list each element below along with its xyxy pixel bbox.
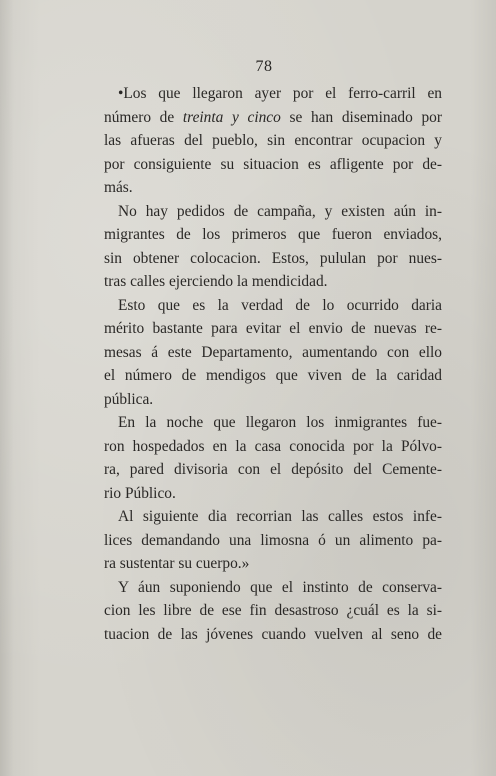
text-line: rio Público. xyxy=(104,484,176,502)
paragraph-4 xyxy=(104,411,442,505)
paragraph-6 xyxy=(104,576,442,647)
text-line: las afueras del pueblo, sin encontrar ocupacion y xyxy=(104,132,442,149)
text-line: ra, pared divisoria con el depósito del Cemente- xyxy=(104,461,442,478)
paragraph-1 xyxy=(104,82,442,200)
text-line: ron hospedados en la casa conocida por la Pólvo- xyxy=(104,437,442,455)
text-line: sin obtener colocacion. Estos, pululan por nues- xyxy=(104,249,442,267)
paragraph-5 xyxy=(104,505,442,576)
text-line: pública. xyxy=(104,390,154,408)
text-line: mesas á este Departamento, aumentando con ello xyxy=(104,343,442,361)
text-line: migrantes de los primeros que fueron enviados, xyxy=(104,226,442,243)
body-text xyxy=(104,82,442,646)
text-line: mérito bastante para evitar el envio de nuevas re- xyxy=(104,320,442,337)
text-line: tras calles ejerciendo la mendicidad. xyxy=(104,273,328,290)
text-line: En la noche que llegaron los inmigrantes fue- xyxy=(118,414,442,431)
text-line: número de treinta y cinco se han diseminado por xyxy=(104,108,442,126)
text-line: Y áun suponiendo que el instinto de conserva- xyxy=(118,578,442,596)
text-line: Esto que es la verdad de lo ocurrido daria xyxy=(118,296,442,314)
text-line: el número de mendigos que viven de la caridad xyxy=(104,367,442,384)
text-line: tuacion de las jóvenes cuando vuelven al seno de xyxy=(104,625,442,643)
text-line: •Los que llegaron ayer por el ferro-carril en xyxy=(118,85,442,102)
italic-phrase: treinta y cinco xyxy=(182,108,281,126)
text-line: No hay pedidos de campaña, y existen aún in- xyxy=(118,202,442,220)
text-line: cion les libre de ese fin desastroso ¿cuál es la si- xyxy=(104,602,442,619)
paragraph-2 xyxy=(104,200,442,294)
text-line: ra sustentar su cuerpo.» xyxy=(104,555,250,572)
page-number: 78 xyxy=(255,58,273,75)
text-line: más. xyxy=(104,179,133,196)
text-line: por consiguiente su situacion es afligente por de- xyxy=(104,155,442,173)
paragraph-3 xyxy=(104,294,442,412)
text-line: lices demandando una limosna ó un alimento pa- xyxy=(104,531,442,549)
text-line: Al siguiente dia recorrian las calles estos infe- xyxy=(118,508,442,525)
